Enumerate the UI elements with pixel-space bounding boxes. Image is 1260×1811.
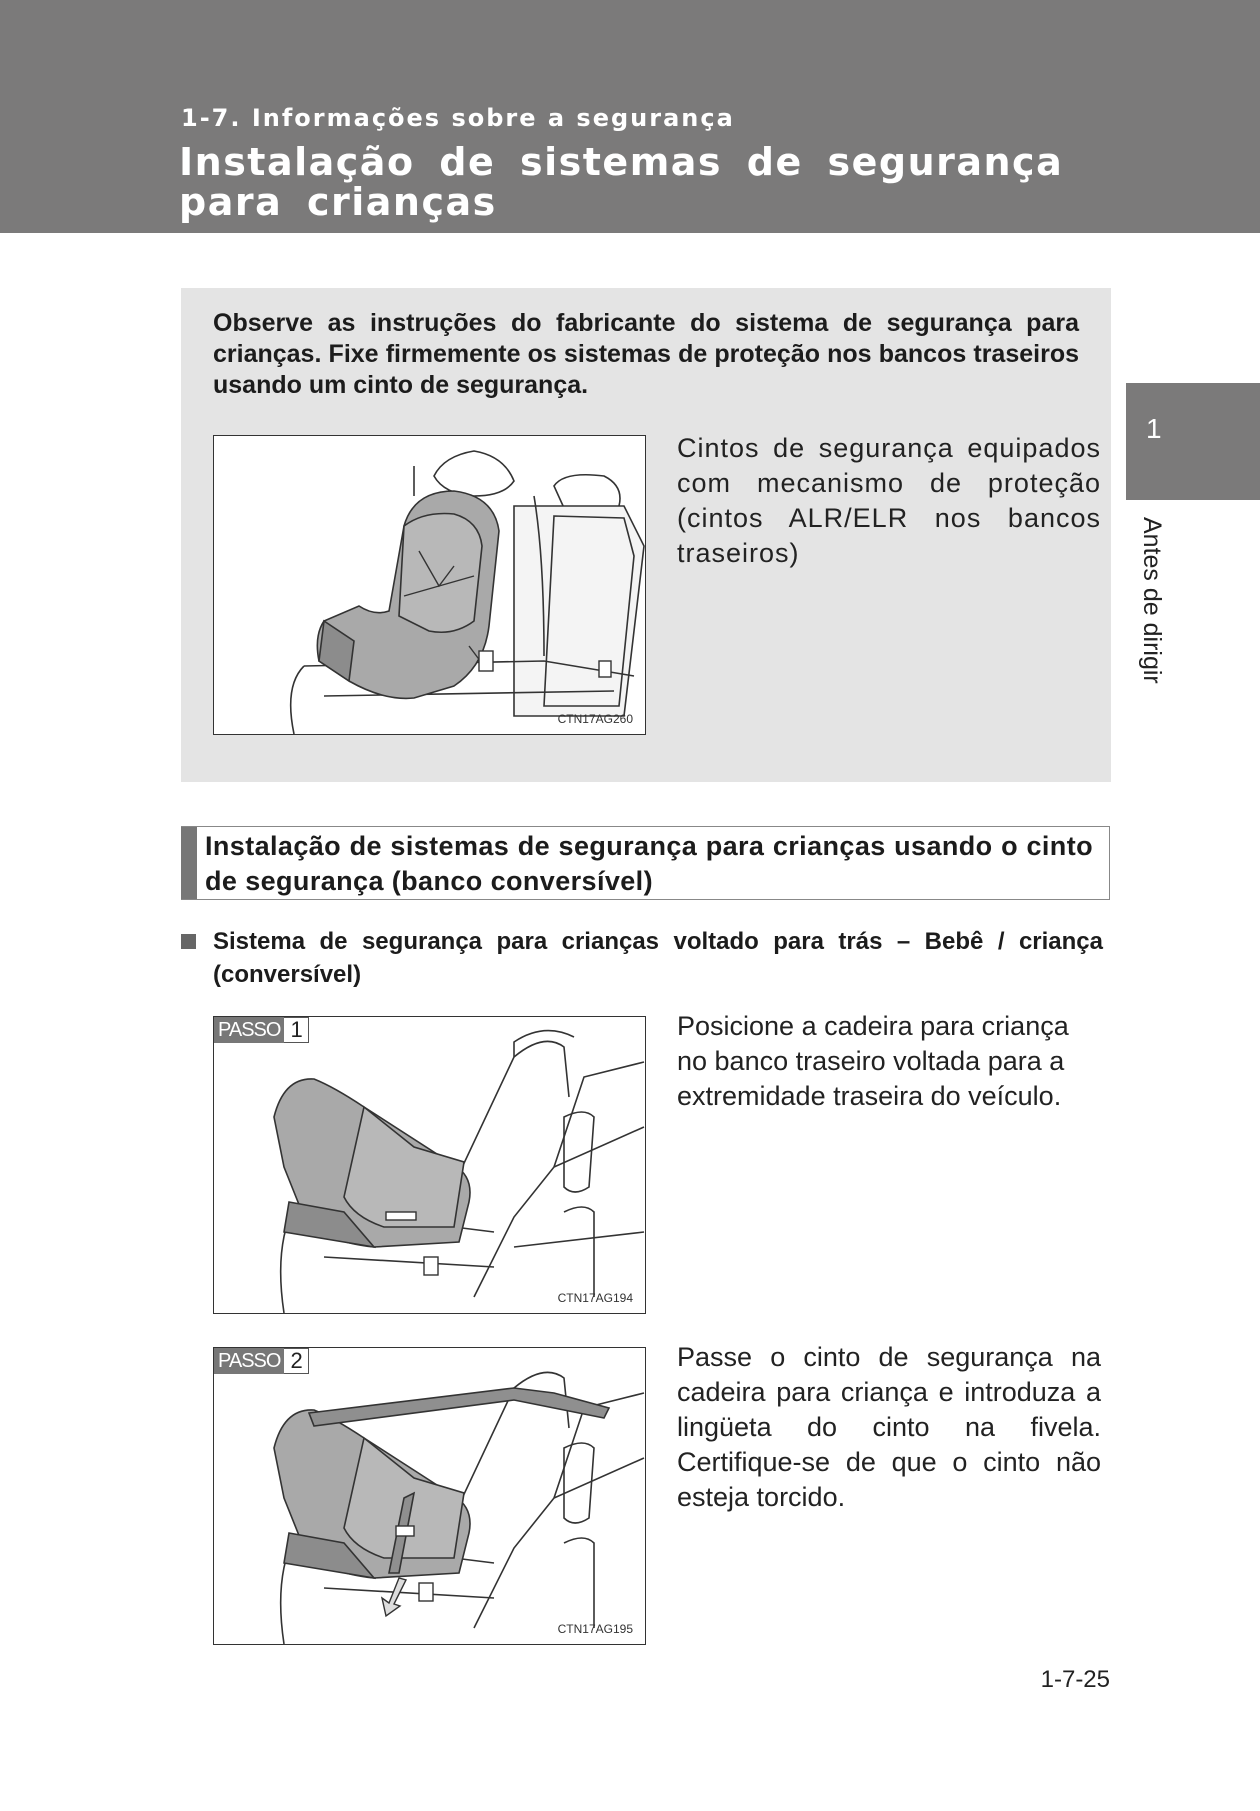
step-1-text: Posicione a cadeira para criança no banco traseiro voltada para a extremidade traseira do veículo. [677,1011,1069,1111]
passo-label: PASSO [214,1348,284,1374]
chapter-tab [1126,383,1260,500]
intro-text: Observe as instruções do fabricante do sistema de segurança para crianças. Fixe firmemente os sistemas de proteção nos bancos traseiros usando um cinto de segurança. [213,309,1079,399]
step-number: 2 [284,1348,308,1374]
passo-label: PASSO [214,1017,284,1043]
section-heading: 1-7. Informações sobre a segurança [181,104,735,132]
page-header [0,0,1260,233]
step-1-figure [213,1016,646,1314]
subsection-title: Instalação de sistemas de segurança para crianças usando o cinto de segurança (banco conversível) [205,831,1093,896]
child-seat-illustration [214,436,645,734]
square-bullet-icon [181,934,196,949]
chapter-number: 1 [1146,413,1162,444]
figure-code: CTN17AG195 [557,1622,633,1636]
step-2-figure [213,1347,646,1645]
page-title: Instalação de sistemas de segurança para crianças [179,140,1064,224]
figure-code: CTN17AG194 [557,1291,633,1305]
chapter-label: Antes de dirigir [1138,517,1166,684]
step-2-text: Passe o cinto de segurança na cadeira para criança e introduza a lingüeta do cinto na fivela. Certifique-se de que o cinto não esteja torcido. [677,1342,1101,1512]
heading-bar [181,827,197,899]
intro-caption: Cintos de segurança equipados com mecanismo de proteção (cintos ALR/ELR nos bancos traseiros) [677,433,1101,568]
page-number: 1-7-25 [1040,1666,1110,1693]
subsection-heading [181,826,1110,900]
step-2-illustration [214,1348,645,1644]
child-seat-figure [213,435,646,735]
step-number: 1 [284,1017,308,1043]
figure-code: CTN17AG260 [557,712,633,726]
bullet-title: Sistema de segurança para crianças voltado para trás – Bebê / criança (conversível) [213,928,1103,988]
step-1-illustration [214,1017,645,1313]
